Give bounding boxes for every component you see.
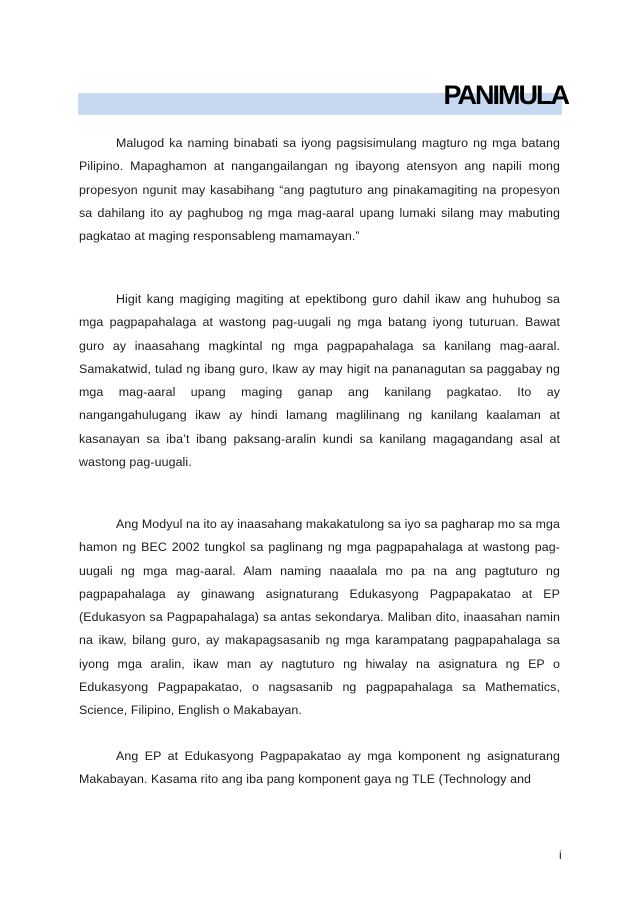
paragraph-makabayan-components: Ang EP at Edukasyong Pagpapakatao ay mga komponent ng asignaturang Makabayan. Kasama rito ang iba pang komponent gaya ng TLE (Technology and bbox=[79, 749, 560, 787]
paragraph-teacher-role: Higit kang magiging magiting at epektibong guro dahil ikaw ang huhubog sa mga pagpapahalaga at wastong pag-uugali ng mga batang iyong tuturuan. Bawat guro ay inaasahang magkintal ng mga pagpapahalaga sa kanilang mag-aaral. Samakatwid, tulad ng ibang guro, Ikaw ay may higit na pananagutan sa paggabay ng mga mag-aaral upang maging ganap ang kanilang pagkatao. Ito ay nangangahulugang ikaw ay hindi lamang maglilinang ng kanilang kaalaman at kasanayan sa iba’t ibang paksang-aralin kundi sa kanilang magagandang asal at wastong pag-uugali. bbox=[79, 292, 560, 470]
page-title: PANIMULA bbox=[443, 80, 568, 110]
paragraph-module-purpose: Ang Modyul na ito ay inaasahang makakatulong sa iyo sa pagharap mo sa mga hamon ng BEC 2002 tungkol sa paglinang ng mga pagpapahalaga at wastong pag-uugali ng mga mag-aaral. Alam naming naaalala mo pa na ang pagtuturo ng pagpapahalaga ay ginawang asignaturang Edukasyong Pagpapakatao at EP (Edukasyon sa Pagpapahalaga) sa antas sekondarya. Maliban dito, inaasahan namin na ikaw, bilang guro, ay makapagsasanib ng mga karampatang pagpapahalaga sa iyong mga aralin, ikaw man ay nagtuturo ng hiwalay na asignatura ng EP o Edukasyong Pagpapakatao, o nagsasanib ng pagpapahalaga sa Mathematics, Science, Filipino, English o Makabayan. bbox=[79, 517, 560, 718]
page-number: i bbox=[559, 848, 562, 862]
paragraph-intro: Malugod ka naming binabati sa iyong pagsisimulang magturo ng mga batang Pilipino. Mapaghamon at nangangailangan ng ibayong atensyon ang napili mong propesyon ngunit may kasabihang “ang pagtuturo ang pinakamagiting na propesyon sa dahilang ito ay paghubog ng mga mag-aaral upang lumaki silang may mabuting pagkatao at maging responsableng mamamayan.” bbox=[79, 136, 560, 244]
